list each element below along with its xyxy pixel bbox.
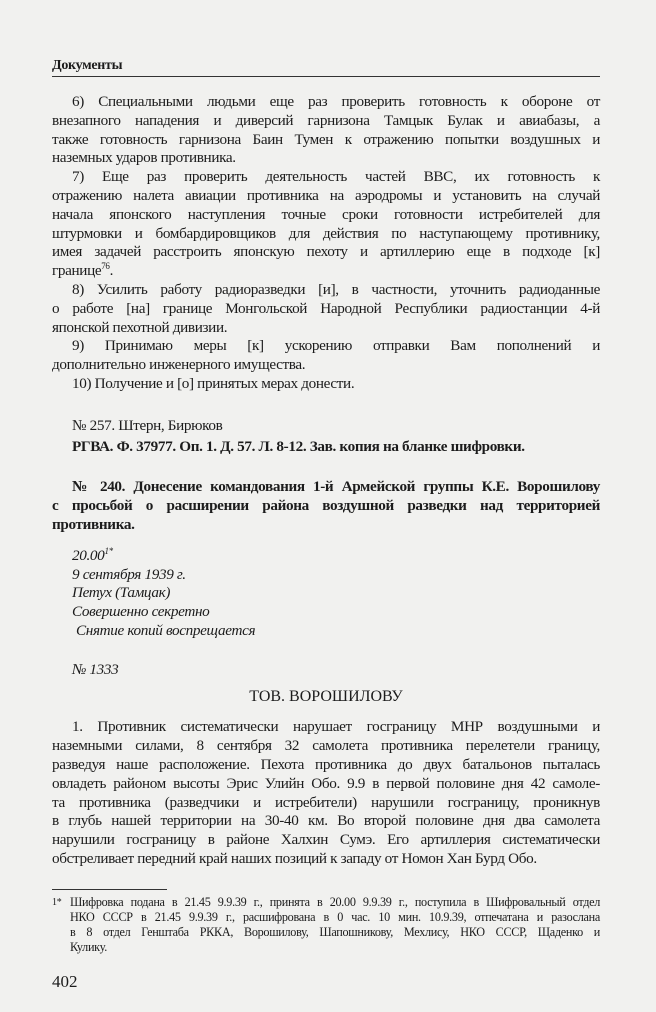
line-text: штурмовки и бомбардировщиков для действия по наступающему противнику, xyxy=(52,224,600,242)
order-item xyxy=(52,168,600,281)
text-line xyxy=(70,940,600,955)
line-text: японской пехотной дивизии. xyxy=(52,318,228,336)
text-line xyxy=(70,925,600,940)
line-text: дополнительно инженерного имущества. xyxy=(52,356,306,374)
line-text: наземными силами, 8 сентября 32 самолета противника перелетели границу, xyxy=(52,737,600,755)
footnote-ref: 1* xyxy=(104,545,113,556)
text-line xyxy=(52,356,600,375)
line-text: Кулику. xyxy=(70,940,107,954)
line-text: наземных ударов противника. xyxy=(52,149,236,167)
meta-copy-restriction: Снятие копий воспрещается xyxy=(76,621,256,639)
report-body xyxy=(52,718,600,868)
text-line xyxy=(52,850,600,869)
line-text: границе xyxy=(52,262,102,280)
text-line xyxy=(52,206,600,225)
text-line xyxy=(52,187,600,206)
line-text: 9) Принимаю меры [к] ускорению отправки Вам пополнений и xyxy=(72,337,600,355)
text-line xyxy=(52,243,600,262)
line-text: № 240. Донесение командования 1-й Армейской группы К.Е. Ворошилову xyxy=(72,478,600,496)
line-text: о работе [на] границе Монгольской Народной Республики радиостанции 4-й xyxy=(52,299,600,317)
order-item xyxy=(52,93,600,168)
text-line xyxy=(52,262,600,281)
text-line xyxy=(52,168,600,187)
text-line xyxy=(52,337,600,356)
text-line xyxy=(52,497,600,516)
text-line xyxy=(52,831,600,850)
line-text: овладеть районом высоты Эрис Улийн Обо. 9.9 в первой половине дня 42 самоле- xyxy=(52,774,600,792)
text-line xyxy=(52,516,600,535)
line-text: 6) Специальными людьми еще раз проверить готовность к обороне от xyxy=(72,93,600,110)
meta-secrecy: Совершенно секретно xyxy=(72,603,210,621)
text-line xyxy=(52,756,600,775)
text-line xyxy=(52,794,600,813)
line-text: отражению налета авиации противника на аэродромы и установить на случай xyxy=(52,186,600,204)
line-text: с просьбой о расширении района воздушной разведки над территорией xyxy=(52,497,600,515)
archive-reference-block xyxy=(52,438,600,457)
text-line xyxy=(52,131,600,150)
text-line xyxy=(52,775,600,794)
order-item xyxy=(52,281,600,337)
line-text: обстреливает передний край наших позиций к западу от Номон Хан Бурд Обо. xyxy=(52,849,537,867)
meta-time: 20.00 xyxy=(72,546,105,564)
line-text: в глубь нашей территории на 30-40 км. Во второй половине дня два самолета xyxy=(52,812,600,830)
order-item xyxy=(52,375,600,394)
text-line xyxy=(70,910,600,925)
meta-date: 9 сентября 1939 г. xyxy=(72,565,186,583)
archive-reference: РГВА. Ф. 37977. Оп. 1. Д. 57. Л. 8-12. Зав. копия на бланке шифровки. xyxy=(72,437,525,455)
line-text: та противника (разведчики и истребители) нарушили госграницу, проникнув xyxy=(52,793,600,811)
line-text: нарушили госграницу в районе Халхин Сумэ. Его артиллерия систематически xyxy=(52,831,600,849)
meta-place: Петух (Тамцак) xyxy=(72,584,171,602)
order-items xyxy=(52,93,600,394)
text-line xyxy=(52,737,600,756)
document-title xyxy=(52,478,600,534)
footnote-divider xyxy=(52,889,167,890)
text-line xyxy=(52,112,600,131)
meta-time-line xyxy=(52,547,600,566)
order-item xyxy=(52,337,600,375)
footnote-ref: 76 xyxy=(101,261,110,272)
text-line xyxy=(52,225,600,244)
text-line xyxy=(70,895,600,910)
footnote-mark: 1* xyxy=(52,897,62,908)
period: . xyxy=(109,262,114,280)
page-number: 402 xyxy=(52,972,78,991)
text-line xyxy=(52,281,600,300)
line-text: в 8 отдел Генштаба РККА, Ворошилову, Шапошникову, Мехлису, НКО СССР, Щаденко и xyxy=(70,925,600,939)
document-meta xyxy=(52,547,600,680)
line-text: НКО СССР в 21.45 9.9.39 г., расшифрована в 0 час. 10 мин. 10.9.39, отпечатана и разослана xyxy=(70,910,600,924)
line-text: 1. Противник систематически нарушает госграницу МНР воздушными и xyxy=(72,718,600,736)
text-line xyxy=(52,93,600,112)
text-line xyxy=(52,149,600,168)
text-line xyxy=(52,478,600,497)
signature: № 257. Штерн, Бирюков xyxy=(72,416,223,434)
line-text: начала японского наступления точные сроки готовности истребителей для xyxy=(52,205,600,223)
text-line xyxy=(52,812,600,831)
text-line xyxy=(52,300,600,319)
line-text: Шифровка подана в 21.45 9.9.39 г., принята в 20.00 9.9.39 г., поступила в Шифровальный отдел xyxy=(70,895,600,909)
line-text: разведуя наше расположение. Пехота противника до двух батальонов пыталась xyxy=(52,755,600,773)
line-text: внезапного нападения и диверсий гарнизона Тамцык Булак и авиабазы, а xyxy=(52,111,600,129)
text-line xyxy=(52,319,600,338)
text-line xyxy=(52,718,600,737)
line-text: 7) Еще раз проверить деятельность частей ВВС, их готовность к xyxy=(72,168,600,186)
section-title: Документы xyxy=(52,58,123,73)
line-text: 8) Усилить работу радиоразведки [и], в частности, уточнить радиоданные xyxy=(72,280,600,298)
running-header xyxy=(52,56,600,77)
meta-number: № 1333 xyxy=(72,660,119,678)
line-text: также готовность гарнизона Баин Тумен к отражению попытки воздушных и xyxy=(52,130,600,148)
line-text: противника. xyxy=(52,515,135,533)
page-content xyxy=(52,93,600,869)
text-line xyxy=(52,375,600,394)
footnote xyxy=(52,895,600,955)
signature-block xyxy=(52,417,600,436)
line-text: 10) Получение и [о] принятых мерах донести. xyxy=(72,374,355,392)
line-text: имея задачей расстроить японскую пехоту и артиллерию еще в подходе [к] xyxy=(52,243,600,261)
footnote-text xyxy=(70,895,600,955)
addressee: ТОВ. ВОРОШИЛОВУ xyxy=(249,687,403,705)
